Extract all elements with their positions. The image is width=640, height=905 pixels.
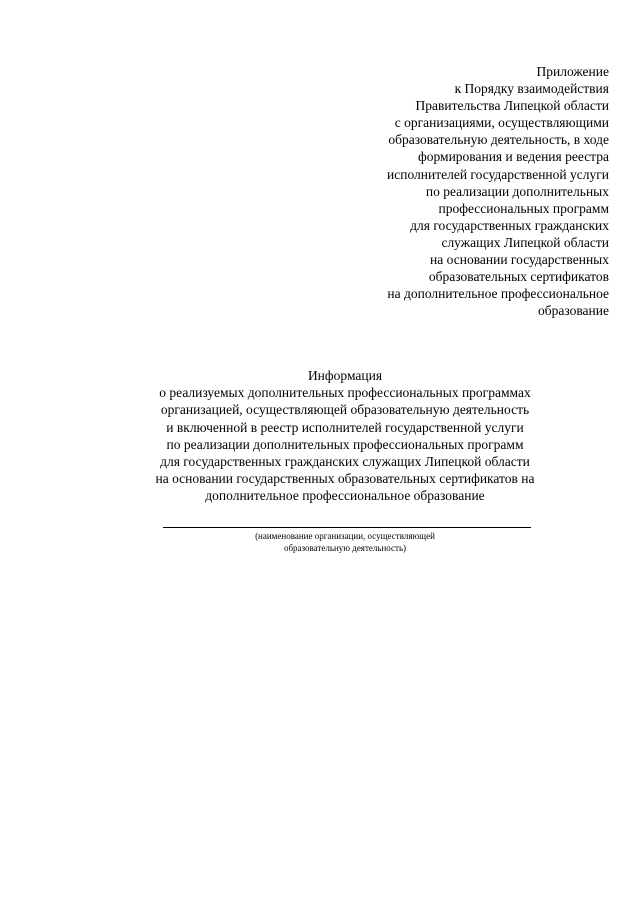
appendix-line: образование (538, 303, 609, 319)
information-line: на основании государственных образовательных сертификатов на (155, 471, 535, 487)
appendix-line: Приложение (536, 64, 609, 79)
appendix-line: к Порядку взаимодействия (454, 81, 609, 97)
appendix-header (309, 63, 609, 319)
appendix-line: образовательную деятельность, в ходе (388, 132, 609, 148)
caption-line: образовательную деятельность) (283, 542, 407, 553)
information-block (0, 367, 640, 505)
information-line: для государственных гражданских служащих Липецкой области (160, 454, 530, 470)
information-line: и включенной в реестр исполнителей государственной услуги (166, 419, 524, 435)
organization-name-caption (0, 531, 640, 554)
information-line: дополнительное профессиональное образование (205, 488, 485, 504)
appendix-line: исполнителей государственной услуги (387, 166, 609, 182)
appendix-line: для государственных гражданских (410, 217, 609, 233)
appendix-line: на дополнительное профессиональное (387, 286, 609, 302)
information-line: организацией, осуществляющей образовательную деятельность (160, 402, 530, 418)
appendix-line: служащих Липецкой области (441, 234, 609, 250)
appendix-line: профессиональных программ (438, 200, 609, 216)
information-line: по реализации дополнительных профессиональных программ (166, 436, 524, 452)
appendix-line: с организациями, осуществляющими (394, 115, 609, 131)
information-line: о реализуемых дополнительных профессиональных программах (159, 385, 531, 401)
appendix-line: образовательных сертификатов (428, 269, 609, 285)
appendix-line: по реализации дополнительных (425, 183, 609, 199)
appendix-line: на основании государственных (430, 252, 609, 268)
organization-name-line (163, 527, 531, 528)
appendix-line: Правительства Липецкой области (415, 98, 609, 114)
appendix-line: формирования и ведения реестра (417, 149, 609, 165)
caption-line: (наименование организации, осуществляющей (255, 531, 435, 541)
information-title: Информация (307, 368, 383, 383)
